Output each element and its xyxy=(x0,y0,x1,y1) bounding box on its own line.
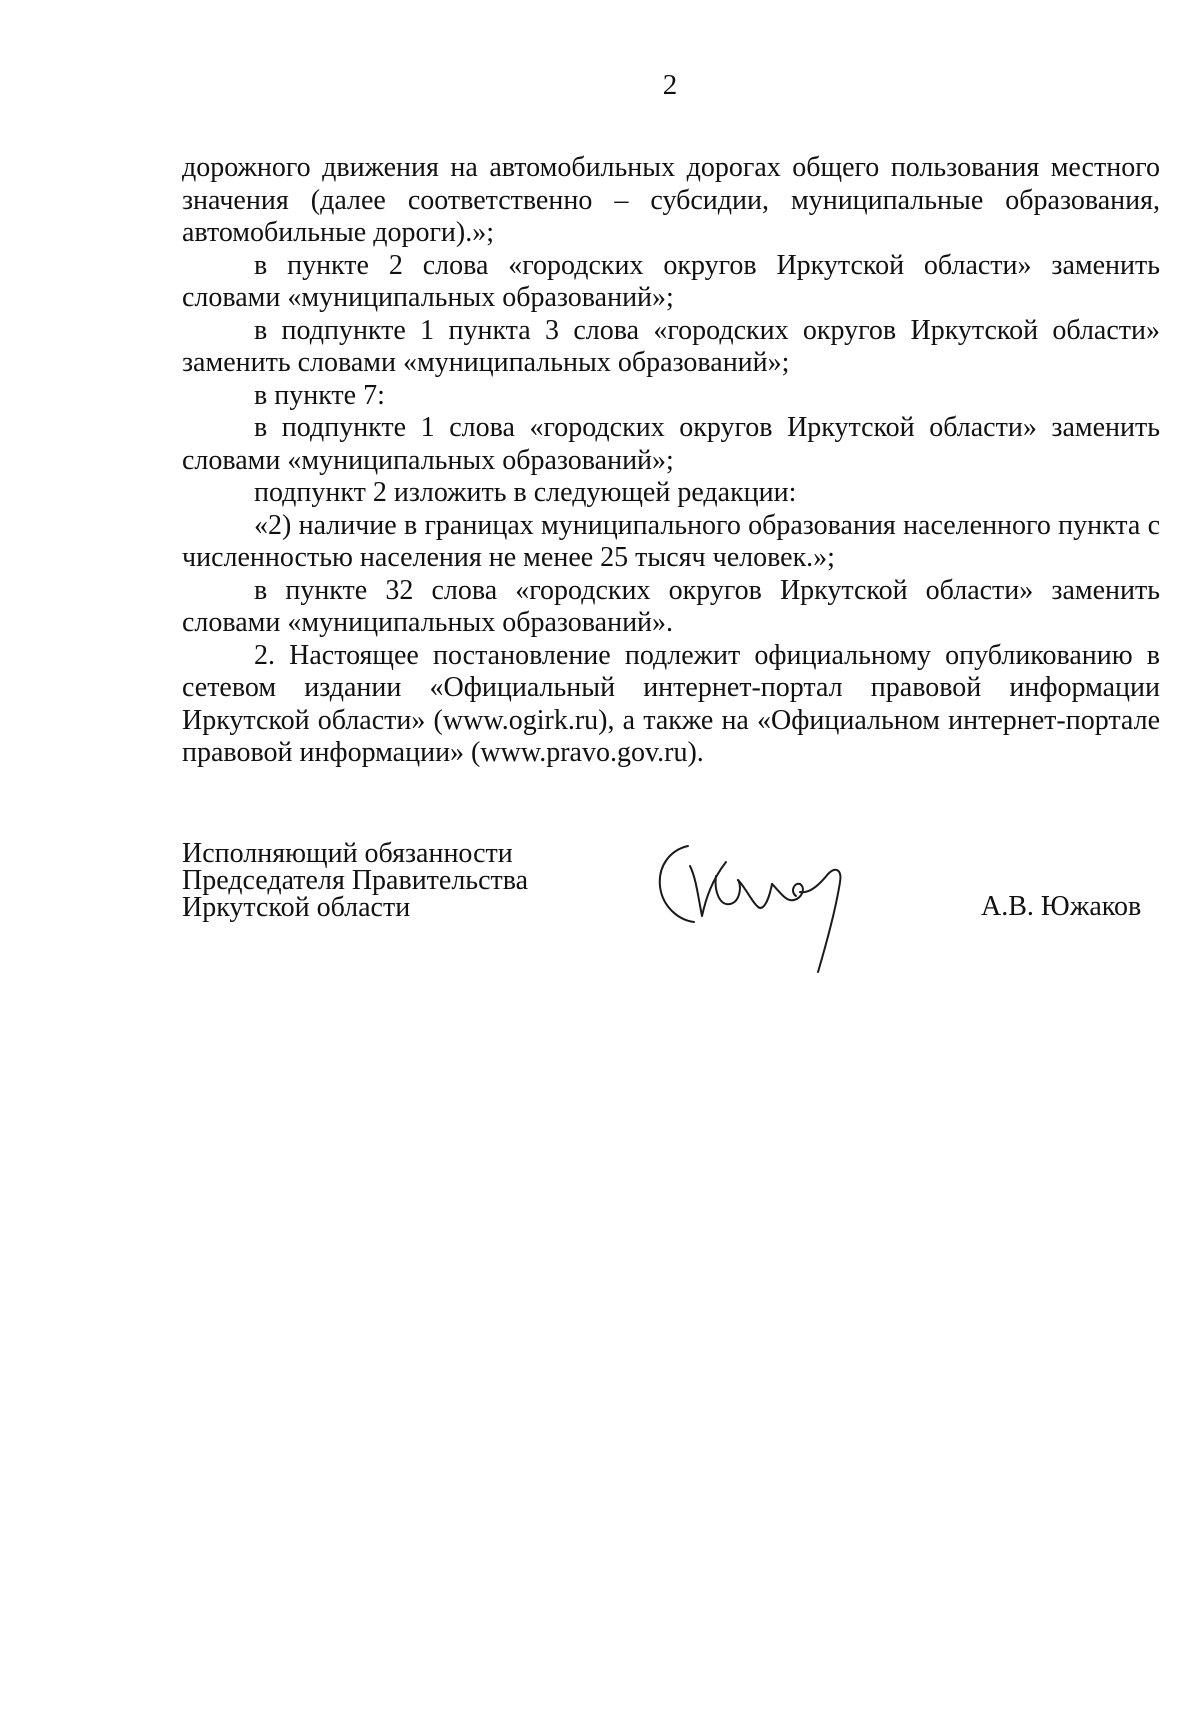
signatory-position-line: Иркутской области xyxy=(182,892,411,923)
paragraph: в пункте 32 слова «городских округов Иркутской области» заменить словами «муниципальных образований». xyxy=(182,574,1160,638)
paragraph: в пункте 7: xyxy=(254,379,385,411)
paragraph: в пункте 2 слова «городских округов Иркутской области» заменить словами «муниципальных образований»; xyxy=(182,249,1160,313)
handwritten-signature xyxy=(650,836,880,986)
signatory-position-line: Исполняющий обязанности xyxy=(182,838,513,869)
signatory-position xyxy=(182,840,582,921)
signatory-name: А.В. Южаков xyxy=(981,891,1142,922)
paragraph: 2. Настоящее постановление подлежит официальному опубликованию в сетевом издании «Официальный интернет-портал правовой информации Иркутской области» (www.ogirk.ru), а также на «Официальном интернет-портале правовой информации» (www.pravo.gov.ru). xyxy=(182,639,1160,768)
paragraph: в подпункте 1 пункта 3 слова «городских округов Иркутской области» заменить словами «муниципальных образований»; xyxy=(182,314,1160,378)
paragraph: подпункт 2 изложить в следующей редакции: xyxy=(254,477,797,508)
paragraph: в подпункте 1 слова «городских округов Иркутской области» заменить словами «муниципальных образований»; xyxy=(182,412,1160,476)
document-body xyxy=(182,152,1160,770)
page-number: 2 xyxy=(662,69,678,101)
signatory-position-line: Председателя Правительства xyxy=(182,865,529,896)
paragraph: дорожного движения на автомобильных дорогах общего пользования местного значения (далее соответственно – субсидии, муниципальные образования, автомобильные дороги).»; xyxy=(182,152,1160,248)
paragraph: «2) наличие в границах муниципального образования населенного пункта с численностью населения не менее 25 тысяч человек.»; xyxy=(182,509,1160,573)
